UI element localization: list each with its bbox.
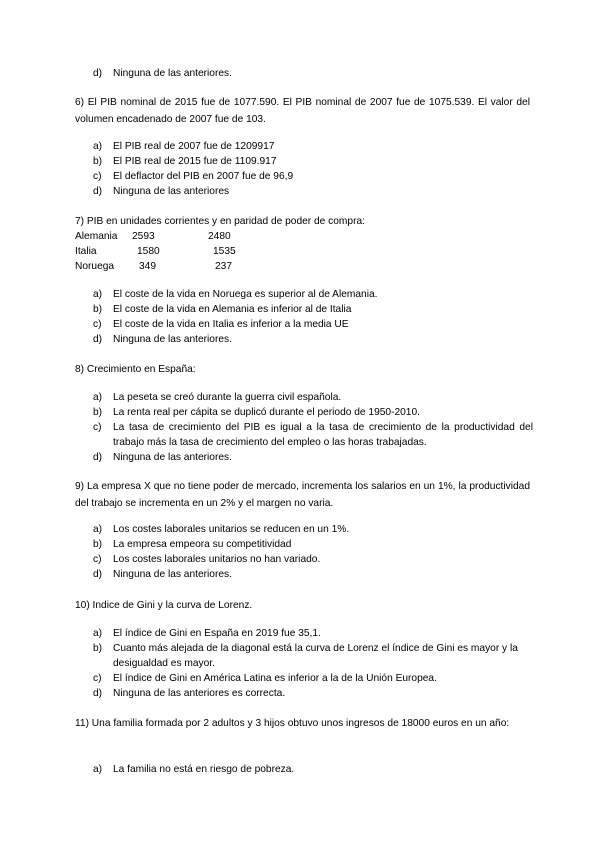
option-letter: c) xyxy=(93,554,102,565)
option-text: Ninguna de las anteriores xyxy=(113,186,230,197)
option-letter: b) xyxy=(93,407,103,418)
option-text: Ninguna de las anteriores. xyxy=(113,569,232,580)
option-text: El PIB real de 2007 fue de 1209917 xyxy=(113,141,275,152)
option-d xyxy=(93,686,533,701)
option-text: Ninguna de las anteriores es correcta. xyxy=(113,688,286,699)
option-letter: c) xyxy=(93,673,102,684)
value-cell: 2480 xyxy=(208,231,231,242)
value-cell: 1580 xyxy=(137,246,160,257)
value-cell: 2593 xyxy=(132,231,155,242)
option-b xyxy=(93,537,533,552)
option-a xyxy=(93,287,533,302)
option-text: Cuanto más alejada de la diagonal está la curva de Lorenz el índice de Gini es mayor y la desigualdad es mayor. xyxy=(113,643,518,669)
option-letter: a) xyxy=(93,289,103,300)
option-c xyxy=(93,552,533,567)
option-letter: b) xyxy=(93,156,103,167)
country-cell: Alemania xyxy=(75,231,118,242)
option-c xyxy=(93,420,533,450)
value-cell: 237 xyxy=(215,261,232,272)
option-letter: d) xyxy=(93,68,103,79)
option-a xyxy=(93,626,533,641)
option-letter: c) xyxy=(93,422,102,433)
question-9: 9) La empresa X que no tiene poder de mercado, incrementa los salarios en un 1%, la productividad del trabajo se incrementa en un 2% y el margen no varia. xyxy=(75,481,530,509)
option-a xyxy=(93,139,533,154)
option-c xyxy=(93,169,533,184)
option-letter: c) xyxy=(93,171,102,182)
option-a xyxy=(93,762,533,777)
option-letter: d) xyxy=(93,688,103,699)
option-letter: d) xyxy=(93,569,103,580)
option-text: El índice de Gini en América Latina es inferior a la de la Unión Europea. xyxy=(113,673,437,684)
option-text: Ninguna de las anteriores. xyxy=(113,452,232,463)
option-d xyxy=(93,184,533,199)
option-letter: d) xyxy=(93,452,103,463)
option-text: El coste de la vida en Noruega es superior al de Alemania. xyxy=(113,289,378,300)
table-row xyxy=(75,229,375,244)
option-letter: d) xyxy=(93,186,103,197)
option-letter: a) xyxy=(93,764,103,775)
option-d xyxy=(93,450,533,465)
question-11: 11) Una familia formada por 2 adultos y 3 hijos obtuvo unos ingresos de 18000 euros en un año: xyxy=(75,718,510,729)
option-a xyxy=(93,522,533,537)
table-row xyxy=(75,244,375,259)
option-d xyxy=(93,567,533,582)
option-b xyxy=(93,405,533,420)
option-text: Ninguna de las anteriores. xyxy=(113,68,232,79)
option-letter: b) xyxy=(93,539,103,550)
question-6: 6) El PIB nominal de 2015 fue de 1077.590. El PIB nominal de 2007 fue de 1075.539. El valor del volumen encadenado de 2007 fue de 103. xyxy=(75,97,530,125)
option-letter: c) xyxy=(93,319,102,330)
value-cell: 1535 xyxy=(213,246,236,257)
option-text: Ninguna de las anteriores. xyxy=(113,334,232,345)
option-text: El coste de la vida en Alemania es inferior al de Italia xyxy=(113,304,352,315)
option-letter: a) xyxy=(93,141,103,152)
option-letter: a) xyxy=(93,628,103,639)
option-a xyxy=(93,390,533,405)
option-c xyxy=(93,317,533,332)
option-text: Los costes laborales unitarios se reducen en un 1%. xyxy=(113,524,350,535)
option-text: El PIB real de 2015 fue de 1109.917 xyxy=(113,156,277,167)
option-letter: a) xyxy=(93,392,103,403)
country-cell: Noruega xyxy=(75,261,115,272)
option-text: La peseta se creó durante la guerra civil española. xyxy=(113,392,342,403)
option-text: La tasa de crecimiento del PIB es igual a la tasa de crecimiento de la productividad del trabajo más la tasa de crecimiento del empleo o las horas trabajadas. xyxy=(113,422,533,448)
value-cell: 349 xyxy=(139,261,156,272)
option-text: El índice de Gini en España en 2019 fue 35,1. xyxy=(113,628,321,639)
option-text: Los costes laborales unitarios no han variado. xyxy=(113,554,321,565)
option-text: El coste de la vida en Italia es inferior a la media UE xyxy=(113,319,349,330)
question-8: 8) Crecimiento en España: xyxy=(75,364,196,375)
option-letter: b) xyxy=(93,643,103,654)
option-d xyxy=(93,66,533,81)
table-row xyxy=(75,259,375,274)
question-7: 7) PIB en unidades corrientes y en paridad de poder de compra: xyxy=(75,216,365,227)
option-letter: b) xyxy=(93,304,103,315)
option-b xyxy=(93,302,533,317)
option-letter: a) xyxy=(93,524,103,535)
option-text: El deflactor del PIB en 2007 fue de 96,9 xyxy=(113,171,294,182)
question-10: 10) Indice de Gini y la curva de Lorenz. xyxy=(75,600,253,611)
option-letter: d) xyxy=(93,334,103,345)
option-b xyxy=(93,154,533,169)
option-text: La empresa empeora su competitividad xyxy=(113,539,292,550)
country-cell: Italia xyxy=(75,246,97,257)
option-b xyxy=(93,641,533,671)
option-c xyxy=(93,671,533,686)
option-text: La familia no está en riesgo de pobreza. xyxy=(113,764,295,775)
option-d xyxy=(93,332,533,347)
option-text: La renta real per cápita se duplicó durante el periodo de 1950-2010. xyxy=(113,407,420,418)
